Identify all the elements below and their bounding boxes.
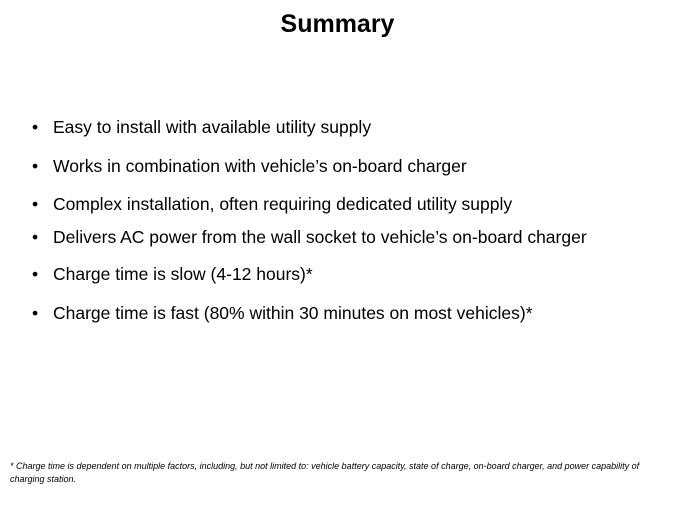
bullet-list: [32, 116, 652, 341]
list-item: [32, 116, 652, 138]
list-item-text: Works in combination with vehicle’s on-board charger: [53, 156, 467, 176]
list-item: [32, 155, 652, 177]
bullet-icon: •: [32, 303, 39, 323]
bullet-icon: •: [32, 227, 39, 247]
bullet-icon: •: [32, 156, 39, 176]
bullet-icon: •: [32, 117, 39, 137]
list-item: [32, 193, 652, 215]
list-item-text: Charge time is slow (4-12 hours)*: [53, 264, 313, 284]
footnote: * Charge time is dependent on multiple factors, including, but not limited to: vehicle battery capacity, state of charge, on-board charger, and power capability of charging station.: [10, 461, 640, 484]
list-item-text: Complex installation, often requiring dedicated utility supply: [53, 194, 513, 214]
list-item: [32, 302, 652, 324]
list-item: [32, 263, 652, 285]
list-item-text: Delivers AC power from the wall socket to vehicle’s on-board charger: [53, 227, 587, 247]
bullet-icon: •: [32, 194, 39, 214]
page-title: Summary: [280, 10, 395, 38]
bullet-icon: •: [32, 264, 39, 284]
list-item: [32, 226, 652, 248]
list-item-text: Easy to install with available utility supply: [53, 117, 372, 137]
list-item-text: Charge time is fast (80% within 30 minutes on most vehicles)*: [53, 303, 533, 323]
